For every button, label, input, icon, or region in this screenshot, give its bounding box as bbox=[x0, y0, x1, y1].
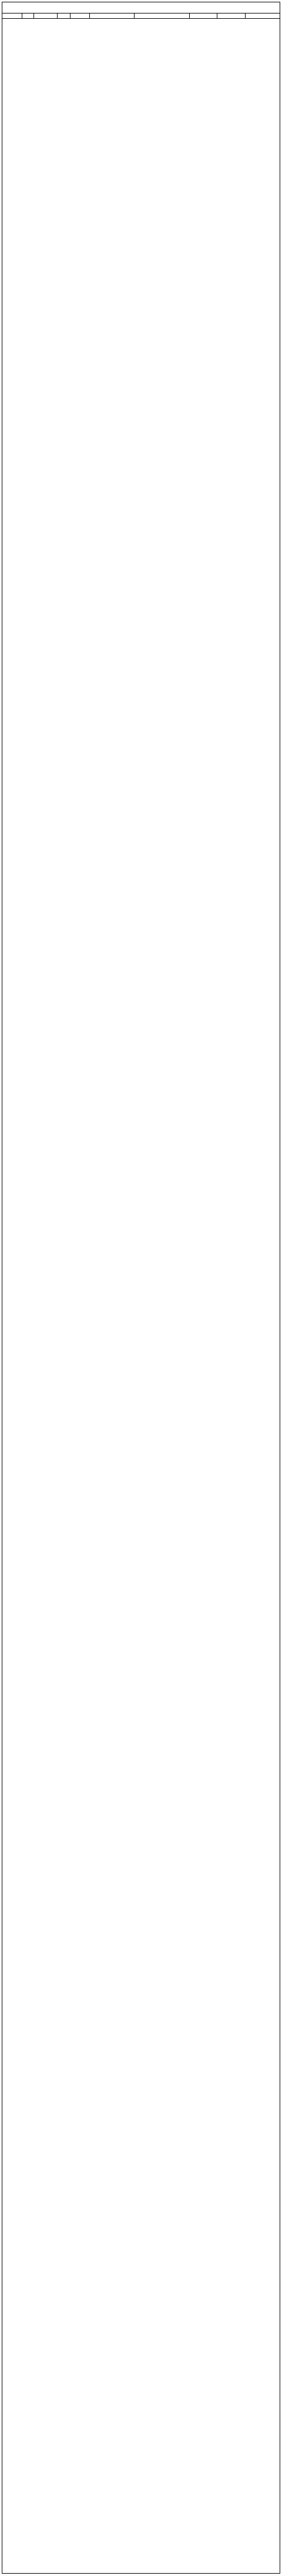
column-header bbox=[2, 13, 22, 18]
page-title bbox=[2, 2, 280, 13]
column-header bbox=[22, 13, 34, 18]
table-body bbox=[2, 19, 280, 2574]
column-header bbox=[135, 13, 190, 18]
column-header bbox=[246, 13, 280, 18]
column-header bbox=[70, 13, 90, 18]
column-header bbox=[190, 13, 218, 18]
column-header bbox=[34, 13, 58, 18]
results-table bbox=[2, 2, 280, 2574]
column-header bbox=[90, 13, 135, 18]
table-header bbox=[2, 13, 280, 19]
column-header bbox=[217, 13, 246, 18]
column-header bbox=[58, 13, 70, 18]
